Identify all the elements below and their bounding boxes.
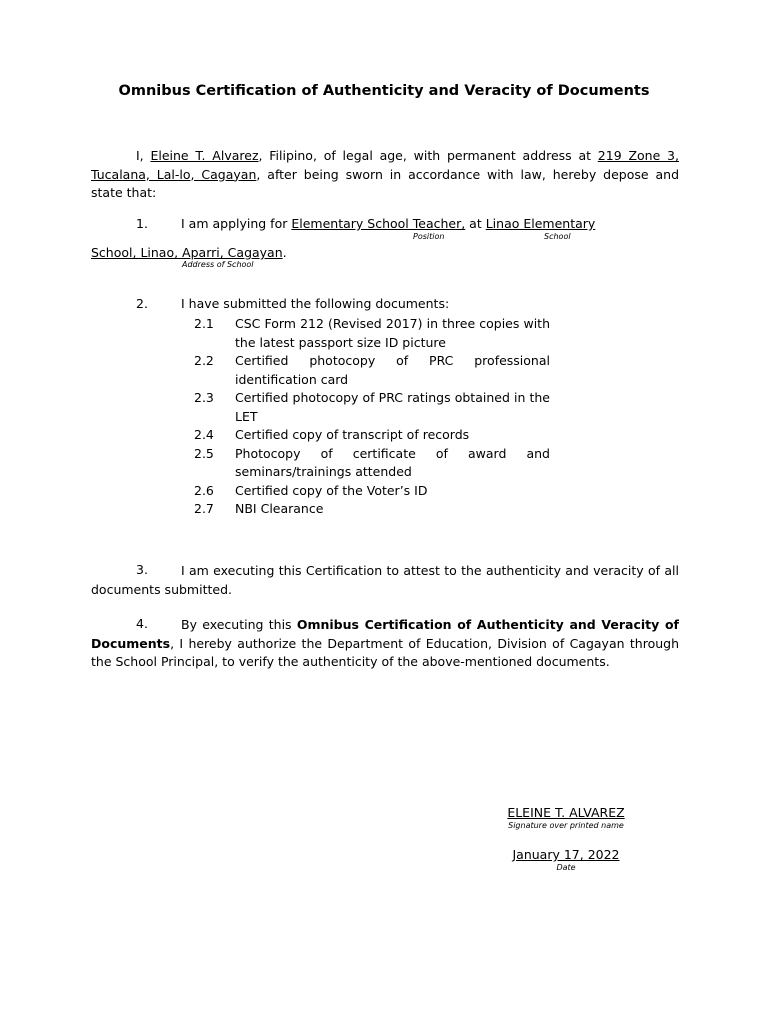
school-name-line2: School, Linao, Aparri, Cagayan: [91, 245, 283, 260]
item2-text: I have submitted the following documents:: [181, 296, 450, 311]
item1-end: .: [282, 245, 287, 260]
item1-pre: I am applying for: [181, 216, 292, 231]
item4-number: 4.: [136, 616, 148, 631]
item1-number: 1.: [136, 216, 148, 231]
submitted-documents-list: [194, 315, 550, 519]
document-number: 2.3: [194, 390, 214, 405]
document-text: Certified photocopy of PRC professional identification card: [235, 353, 550, 387]
item1-line1: [181, 216, 595, 231]
document-text: NBI Clearance: [235, 501, 324, 516]
list-item: [194, 445, 550, 482]
item1-mid: at: [465, 216, 486, 231]
item4-bold-title: Omnibus Certification of Authenticity and Veracity of Documents: [91, 617, 679, 651]
list-item: [194, 426, 550, 445]
document-number: 2.7: [194, 501, 214, 516]
list-item: [194, 500, 550, 519]
item3-text: I am executing this Certification to attest to the authenticity and veracity of all documents submitted.: [91, 563, 679, 597]
item1-line2: [91, 245, 287, 260]
list-item: [194, 315, 550, 352]
intro-post: , after being sworn in accordance with law, hereby depose and state that:: [91, 166, 680, 200]
document-text: Certified photocopy of PRC ratings obtained in the LET: [235, 390, 550, 424]
document-number: 2.5: [194, 445, 214, 461]
item4-paragraph: [91, 616, 679, 672]
intro-paragraph: [91, 147, 679, 203]
applied-position: Elementary School Teacher,: [291, 216, 466, 231]
item4-post: , I hereby authorize the Department of Education, Division of Cagayan through the School Principal, to verify the authenticity of the above-mentioned documents.: [91, 635, 679, 669]
date-caption: Date: [556, 863, 576, 872]
school-caption: School: [544, 232, 571, 241]
document-number: 2.1: [194, 316, 214, 331]
item3-number: 3.: [136, 562, 148, 577]
date-value: January 17, 2022: [512, 847, 620, 862]
item4-pre: By executing this: [181, 617, 297, 632]
document-text: CSC Form 212 (Revised 2017) in three copies with the latest passport size ID picture: [235, 316, 550, 350]
intro-pre: I,: [136, 148, 151, 163]
signature-caption: Signature over printed name: [508, 821, 624, 830]
position-caption: Position: [413, 232, 445, 241]
document-number: 2.6: [194, 482, 214, 498]
document-text: Photocopy of certificate of award and seminars/trainings attended: [235, 445, 550, 479]
affiant-name: Eleine T. Alvarez: [150, 148, 259, 163]
list-item: [194, 482, 550, 501]
permanent-address: 219 Zone 3, Tucalana, Lal-lo, Cagayan: [91, 148, 679, 182]
address-of-school-caption: Address of School: [182, 260, 254, 269]
document-title: Omnibus Certification of Authenticity and Veracity of Documents: [118, 83, 650, 99]
date-block: [466, 846, 666, 872]
list-item: [194, 352, 550, 389]
school-name-line1: Linao Elementary: [485, 216, 596, 231]
signature-name: ELEINE T. ALVAREZ: [507, 805, 625, 820]
signature-block: [466, 804, 666, 830]
document-text: Certified copy of transcript of records: [235, 427, 470, 442]
intro-mid: , Filipino, of legal age, with permanent address at: [258, 148, 598, 163]
list-item: [194, 389, 550, 426]
document-number: 2.4: [194, 427, 214, 442]
item2-number: 2.: [136, 296, 148, 311]
document-text: Certified copy of the Voter’s ID: [235, 482, 428, 498]
document-number: 2.2: [194, 353, 214, 368]
